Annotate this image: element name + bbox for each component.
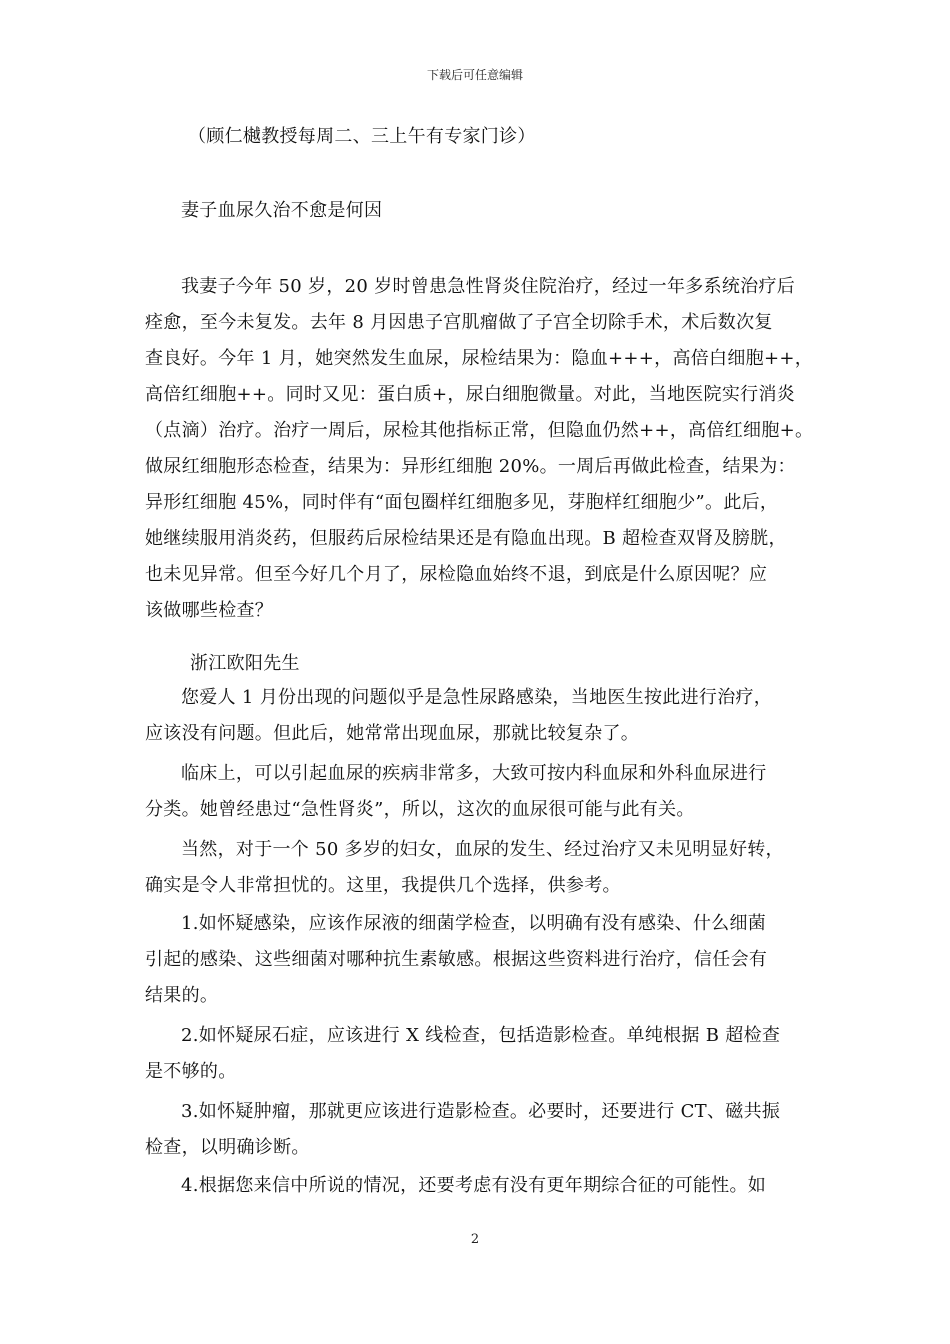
letter-signature [190, 646, 855, 682]
letter-line: 我妻子今年 50 岁，20 岁时曾患急性肾炎住院治疗，经过一年多系统治疗后 [181, 276, 796, 297]
article-title-text: 妻子血尿久治不愈是何因 [181, 200, 383, 221]
suggestion-line: 结果的。 [145, 985, 219, 1006]
letter-line: 痊愈，至今未复发。去年 8 月因患子宫肌瘤做了子宫全切除手术，术后数次复 [145, 312, 773, 333]
letter-line: 高倍红细胞++。同时又见：蛋白质+，尿白细胞微量。对此，当地医院实行消炎 [145, 384, 796, 405]
reply-line: 应该没有问题。但此后，她常常出现血尿，那就比较复杂了。 [145, 723, 640, 744]
letter-line: 她继续服用消炎药，但服药后尿检结果还是有隐血出现。B 超检查双肾及膀胱， [145, 528, 787, 549]
reply-line: 临床上，可以引起血尿的疾病非常多，大致可按内科血尿和外科血尿进行 [181, 763, 767, 784]
letter-line: 该做哪些检查？ [145, 600, 274, 621]
reply-line: 当然，对于一个 50 多岁的妇女，血尿的发生、经过治疗又未见明显好转， [181, 839, 784, 860]
reply-line: 确实是令人非常担忧的。这里，我提供几个选择，供参考。 [145, 875, 621, 896]
letter-line: 查良好。今年 1 月，她突然发生血尿，尿检结果为：隐血+++，高倍白细胞++， [145, 348, 814, 369]
suggestion-line: 引起的感染、这些细菌对哪种抗生素敏感。根据这些资料进行治疗，信任会有 [145, 949, 768, 970]
reply-line: 分类。她曾经患过“急性肾炎”，所以，这次的血尿很可能与此有关。 [145, 799, 695, 820]
suggestion-line: 是不够的。 [145, 1061, 237, 1082]
letter-line: （点滴）治疗。治疗一周后，尿检其他指标正常，但隐血仍然++，高倍红细胞+。 [145, 420, 814, 441]
letter-line: 做尿红细胞形态检查，结果为：异形红细胞 20%。一周后再做此检查，结果为： [145, 456, 796, 477]
suggestion-item-1 [145, 906, 810, 1014]
reply-paragraph-1 [145, 680, 810, 752]
suggestion-line: 1.如怀疑感染，应该作尿液的细菌学检查，以明确有没有感染、什么细菌 [181, 913, 767, 934]
suggestion-item-3 [145, 1094, 810, 1166]
clinic-note [188, 119, 853, 155]
letter-paragraph [145, 269, 814, 629]
suggestion-line: 3.如怀疑肿瘤，那就更应该进行造影检查。必要时，还要进行 CT、磁共振 [181, 1101, 781, 1122]
suggestion-line: 4.根据您来信中所说的情况，还要考虑有没有更年期综合征的可能性。如 [181, 1175, 767, 1196]
letter-line: 异形红细胞 45%，同时伴有“面包圈样红细胞多见，芽胞样红细胞少”。此后， [145, 492, 779, 513]
suggestion-line: 2.如怀疑尿石症，应该进行 X 线检查，包括造影检查。单纯根据 B 超检查 [181, 1025, 781, 1046]
page-number: 2 [470, 1232, 480, 1247]
suggestion-item-2 [145, 1018, 810, 1090]
reply-line: 您爱人 1 月份出现的问题似乎是急性尿路感染，当地医生按此进行治疗， [181, 687, 773, 708]
signature-text: 浙江欧阳先生 [190, 653, 300, 674]
reply-paragraph-2 [145, 756, 810, 828]
suggestion-line: 检查，以明确诊断。 [145, 1137, 310, 1158]
clinic-note-text: （顾仁樾教授每周二、三上午有专家门诊） [188, 126, 536, 147]
suggestion-item-4 [145, 1168, 810, 1204]
page-header: 下载后可任意编辑 [426, 68, 523, 82]
reply-paragraph-3 [145, 832, 810, 904]
article-title [181, 193, 846, 229]
letter-line: 也未见异常。但至今好几个月了，尿检隐血始终不退，到底是什么原因呢？应 [145, 564, 768, 585]
